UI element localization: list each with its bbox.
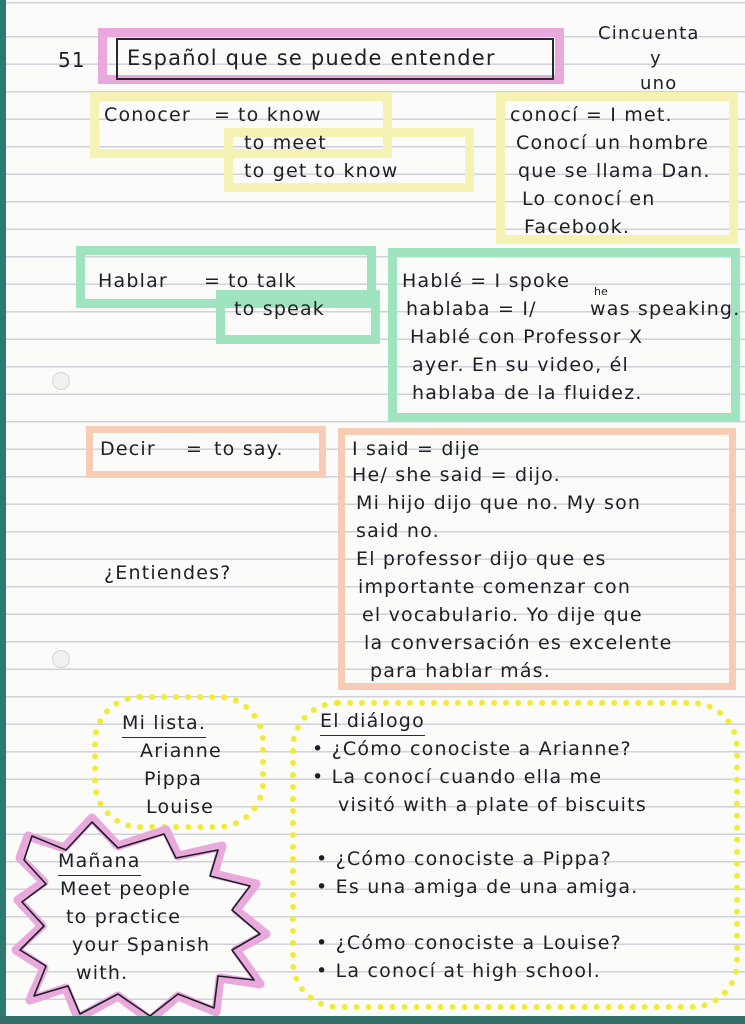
meaning: to say. bbox=[214, 438, 284, 460]
example-line: Hablé = I spoke bbox=[402, 270, 571, 292]
example-line: hablaba de la fluidez. bbox=[412, 382, 643, 404]
example-line: importante comenzar con bbox=[358, 576, 632, 598]
manana-line: Meet people bbox=[60, 878, 191, 900]
dialogue-line: • Es una amiga de una amiga. bbox=[316, 876, 639, 898]
manana-line: to practice bbox=[66, 906, 182, 928]
example-line: la conversación es excelente bbox=[364, 632, 673, 654]
meaning: to know bbox=[238, 104, 322, 126]
verb-decir: Decir bbox=[100, 438, 156, 460]
equals-sign: = bbox=[204, 270, 222, 292]
manana-title: Mañana bbox=[58, 848, 141, 876]
corner-note-line: uno bbox=[640, 73, 678, 94]
meaning: to meet bbox=[244, 132, 327, 154]
example-line: ayer. En su video, él bbox=[412, 354, 629, 376]
example-line: conocí = I met. bbox=[510, 104, 673, 126]
corner-note-line: Cincuenta bbox=[598, 23, 700, 44]
meaning: to talk bbox=[228, 270, 297, 292]
insert-mark: he bbox=[594, 285, 608, 298]
example-line: El professor dijo que es bbox=[356, 548, 607, 570]
example-line: I said = dije bbox=[352, 438, 481, 460]
example-line: was speaking. bbox=[590, 298, 741, 320]
example-line: que se llama Dan. bbox=[518, 160, 711, 182]
dialogue-line: • ¿Cómo conociste a Arianne? bbox=[312, 738, 632, 760]
example-line: Conocí un hombre bbox=[516, 132, 709, 154]
list-item: Arianne bbox=[140, 740, 222, 762]
manana-line: your Spanish bbox=[72, 934, 211, 956]
example-line: para hablar más. bbox=[370, 660, 552, 682]
dialogue-line: • ¿Cómo conociste a Pippa? bbox=[316, 848, 612, 870]
question-entiendes: ¿Entiendes? bbox=[104, 562, 232, 584]
equals-sign: = bbox=[214, 104, 232, 126]
page-number: 51 bbox=[58, 48, 86, 72]
list-item: Louise bbox=[146, 796, 214, 818]
dialogo-title: El diálogo bbox=[320, 708, 425, 736]
equals-sign: = bbox=[186, 438, 204, 460]
corner-note-line: y bbox=[650, 48, 662, 69]
list-item: Pippa bbox=[144, 768, 203, 790]
meaning: to get to know bbox=[244, 160, 399, 182]
bottom-edge bbox=[0, 1016, 745, 1024]
verb-conocer: Conocer bbox=[104, 104, 191, 126]
example-line: Hablé con Professor X bbox=[410, 326, 644, 348]
example-line: He/ she said = dijo. bbox=[352, 464, 561, 486]
example-line: said no. bbox=[356, 520, 440, 542]
example-line: Lo conocí en bbox=[522, 188, 656, 210]
mi-lista-title: Mi lista. bbox=[122, 710, 206, 738]
example-line: hablaba = I/ bbox=[406, 298, 537, 320]
dialogue-line: visitó with a plate of biscuits bbox=[338, 794, 647, 816]
example-line: el vocabulario. Yo dije que bbox=[362, 604, 643, 626]
manana-line: with. bbox=[76, 962, 129, 984]
example-line: Facebook. bbox=[524, 216, 631, 238]
dialogue-line: • ¿Cómo conociste a Louise? bbox=[316, 932, 622, 954]
meaning: to speak bbox=[234, 298, 326, 320]
dialogue-line: • La conocí at high school. bbox=[316, 960, 601, 982]
page-title: Español que se puede entender bbox=[127, 46, 496, 70]
dialogue-line: • La conocí cuando ella me bbox=[312, 766, 603, 788]
example-line: Mi hijo dijo que no. My son bbox=[356, 492, 642, 514]
verb-hablar: Hablar bbox=[98, 270, 168, 292]
